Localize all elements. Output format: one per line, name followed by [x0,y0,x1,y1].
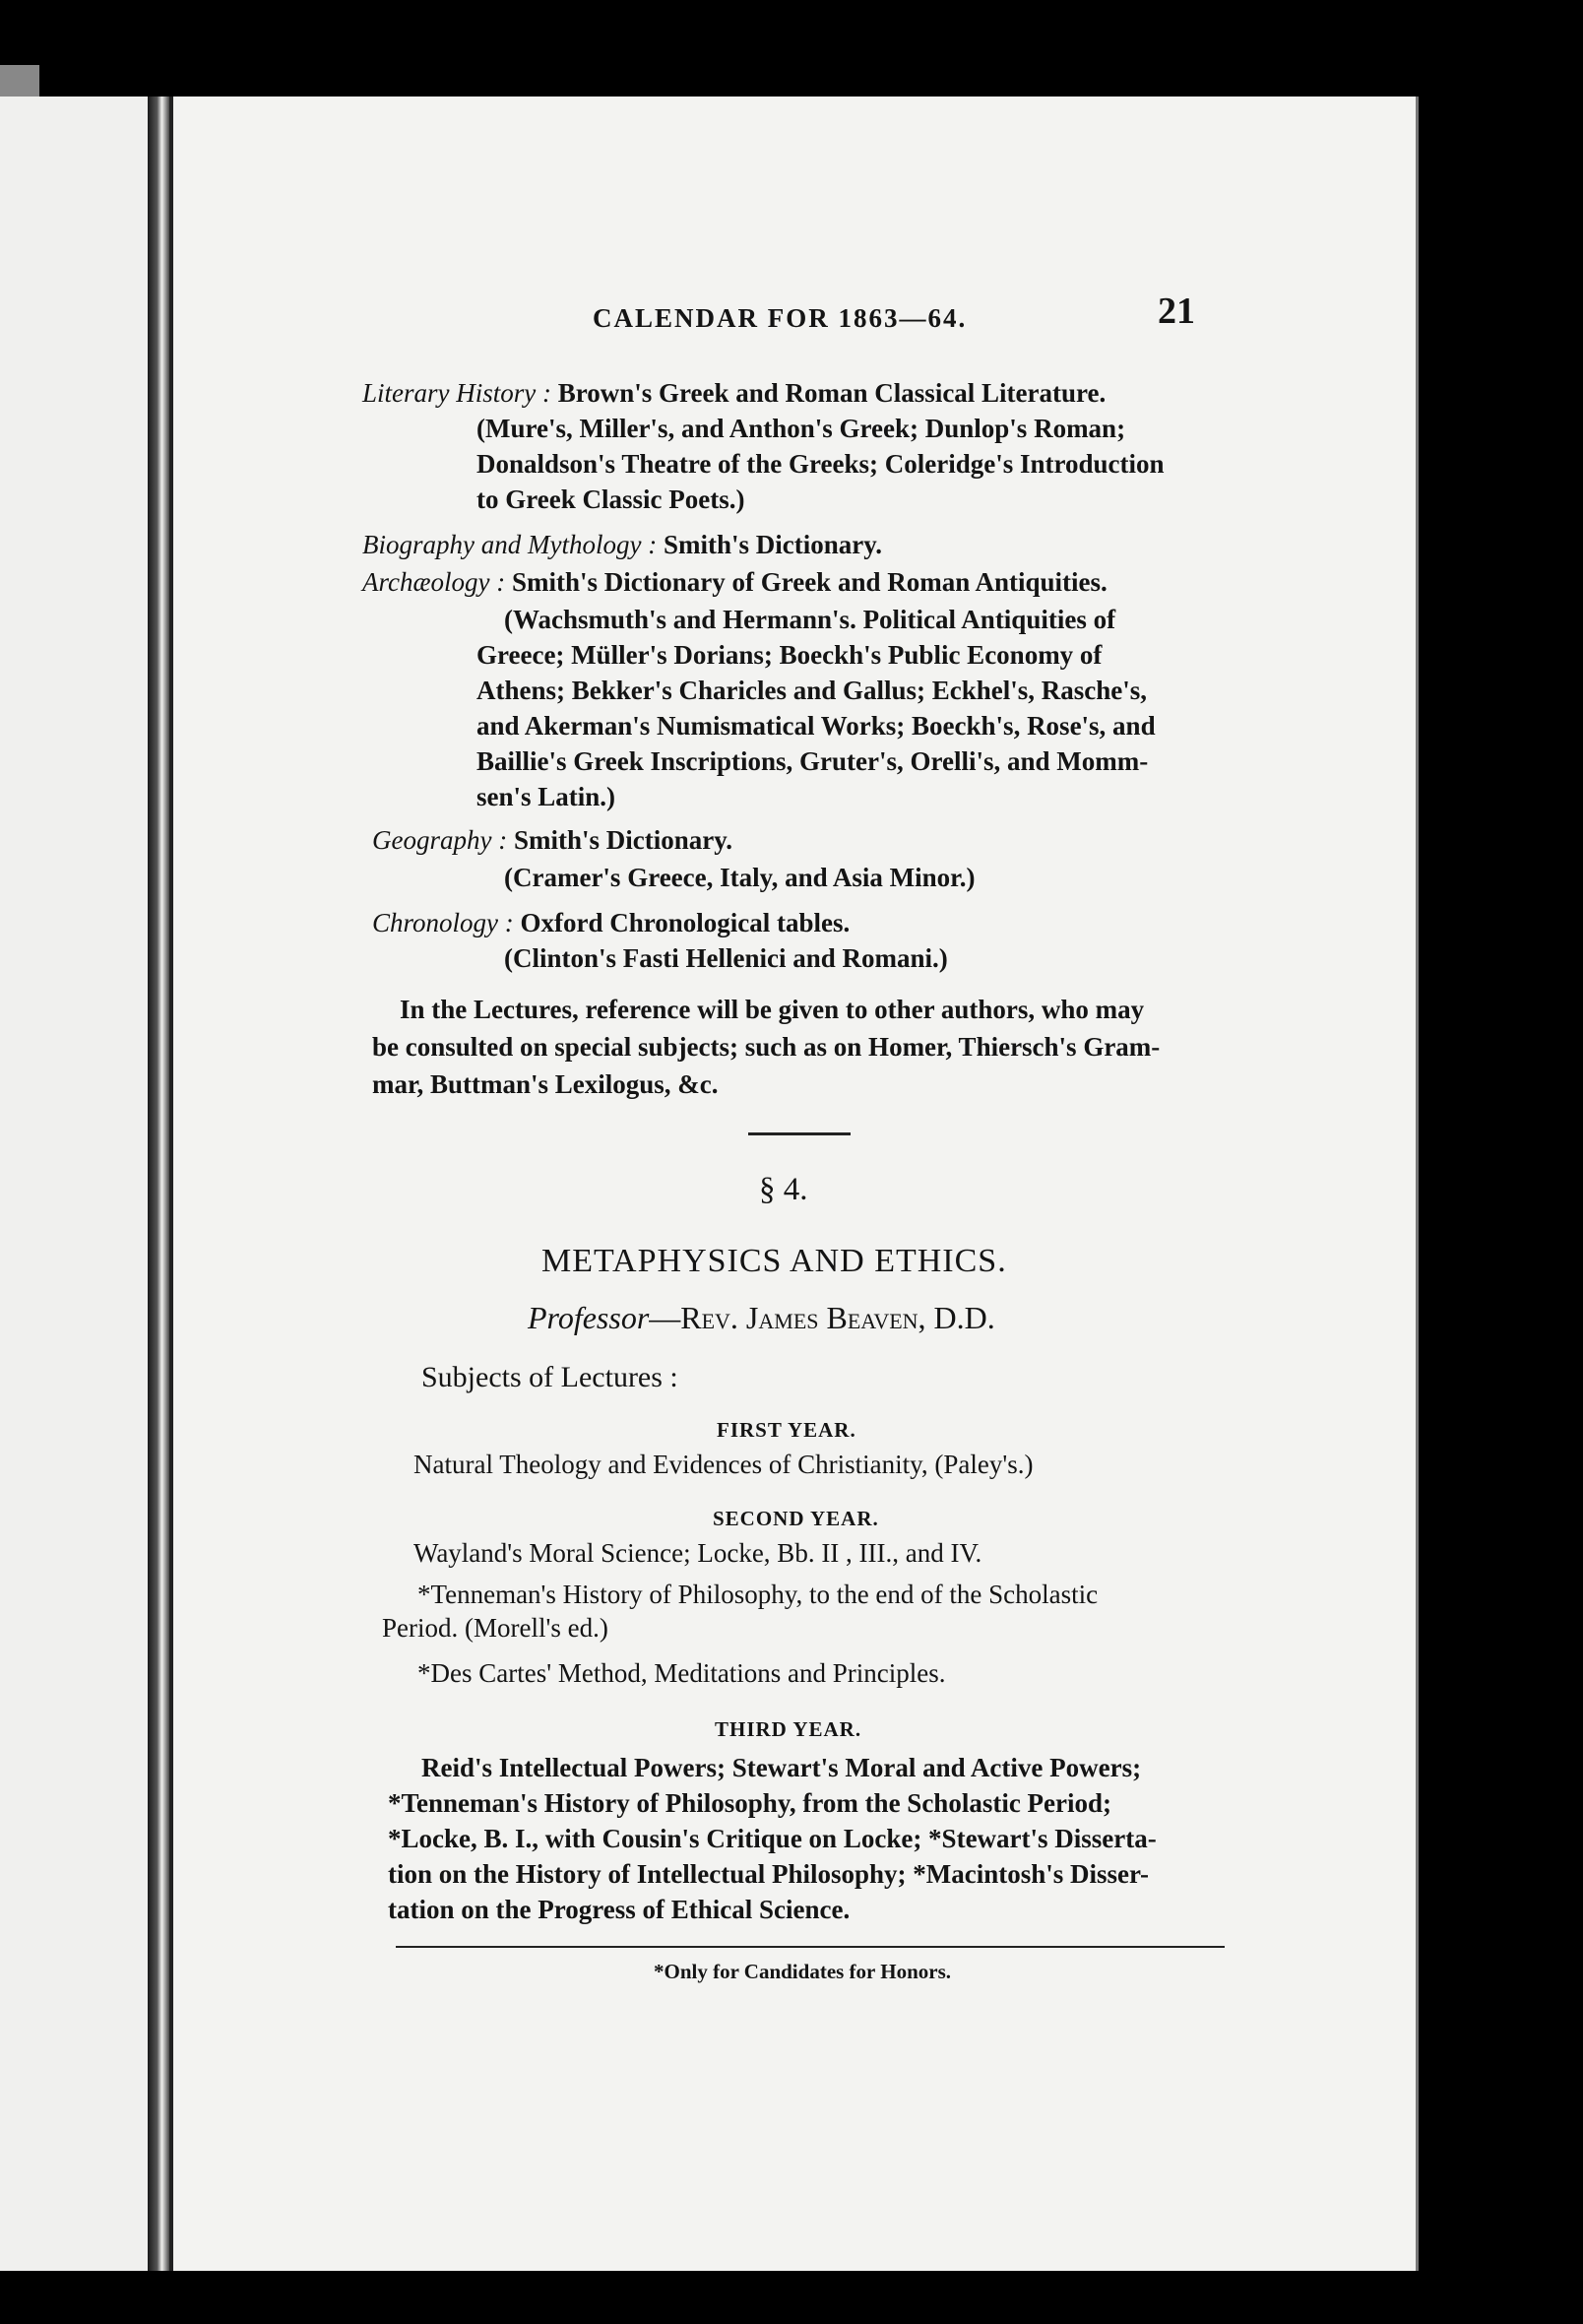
entry-line: sen's Latin.) [476,782,616,811]
second-year-heading: SECOND YEAR. [713,1507,879,1530]
section-title: METAPHYSICS AND ETHICS. [541,1243,1007,1279]
running-title: CALENDAR FOR 1863—64. [593,303,968,333]
second-year-line: Period. (Morell's ed.) [382,1613,608,1643]
professor-name: —Rev. James Beaven, D.D. [649,1300,995,1335]
third-year-line: *Tenneman's History of Philosophy, from the Scholastic Period; [388,1788,1112,1818]
second-year-line: Wayland's Moral Science; Locke, Bb. II , III., and IV. [413,1538,982,1568]
entry-text: Brown's Greek and Roman Classical Literature. [557,378,1107,408]
section-number: § 4. [759,1172,808,1207]
third-year-heading: THIRD YEAR. [715,1717,862,1741]
entry-text: Smith's Dictionary of Greek and Roman Antiquities. [511,567,1108,597]
entry-label: Literary History : [362,378,551,408]
entry-chronology [372,910,850,936]
entry-line: Greece; Müller's Dorians; Boeckh's Public Economy of [476,640,1103,670]
third-year-line: *Locke, B. I., with Cousin's Critique on Locke; *Stewart's Disserta- [388,1824,1157,1853]
lectures-note-line: In the Lectures, reference will be given to other authors, who may [400,995,1145,1024]
footnote-rule [396,1946,1225,1948]
entry-line: to Greek Classic Poets.) [476,484,745,514]
third-year-line: Reid's Intellectual Powers; Stewart's Moral and Active Powers; [421,1753,1142,1782]
second-year-line: *Tenneman's History of Philosophy, to the end of the Scholastic [417,1580,1099,1609]
first-year-line: Natural Theology and Evidences of Christianity, (Paley's.) [413,1450,1034,1479]
lectures-note-line: mar, Buttman's Lexilogus, &c. [372,1069,719,1099]
entry-line: Athens; Bekker's Charicles and Gallus; Eckhel's, Rasche's, [476,676,1148,705]
lectures-note-line: be consulted on special subjects; such as on Homer, Thiersch's Gram- [372,1032,1161,1062]
entry-biography [362,532,882,558]
book-page [169,97,1419,2271]
entry-line: Baillie's Greek Inscriptions, Gruter's, Orelli's, and Momm- [476,746,1149,776]
facing-page-edge [0,97,148,2271]
entry-geography [372,827,732,854]
entry-label: Archæology : [362,567,506,597]
third-year-line: tation on the Progress of Ethical Science. [388,1895,851,1924]
entry-line: Donaldson's Theatre of the Greeks; Coleridge's Introduction [476,449,1165,479]
entry-label: Chronology : [372,908,514,937]
second-year-line: *Des Cartes' Method, Meditations and Principles. [417,1658,946,1688]
entry-label: Geography : [372,825,508,855]
page-content [173,97,1416,2271]
entry-line: and Akerman's Numismatical Works; Boeckh's, Rose's, and [476,711,1156,741]
subjects-heading: Subjects of Lectures : [421,1361,678,1393]
entry-archaeology [362,569,1108,596]
entry-label: Biography and Mythology : [362,530,658,559]
entry-line: (Wachsmuth's and Hermann's. Political Antiquities of [504,605,1116,634]
entry-text: Oxford Chronological tables. [520,908,851,937]
professor-line [528,1300,995,1336]
first-year-heading: FIRST YEAR. [717,1418,856,1442]
entry-line: (Cramer's Greece, Italy, and Asia Minor.) [504,863,976,892]
entry-text: Smith's Dictionary. [663,530,882,559]
entry-line: (Mure's, Miller's, and Anthon's Greek; Dunlop's Roman; [476,414,1126,443]
page-number: 21 [1158,290,1195,332]
entry-text: Smith's Dictionary. [513,825,732,855]
professor-label: Professor [528,1300,650,1335]
book-binding [148,97,171,2271]
footnote: *Only for Candidates for Honors. [654,1960,951,1983]
entry-line: (Clinton's Fasti Hellenici and Romani.) [504,943,948,973]
entry-literary-history [362,380,1106,407]
section-divider [748,1132,851,1135]
third-year-line: tion on the History of Intellectual Philosophy; *Macintosh's Disser- [388,1859,1149,1889]
